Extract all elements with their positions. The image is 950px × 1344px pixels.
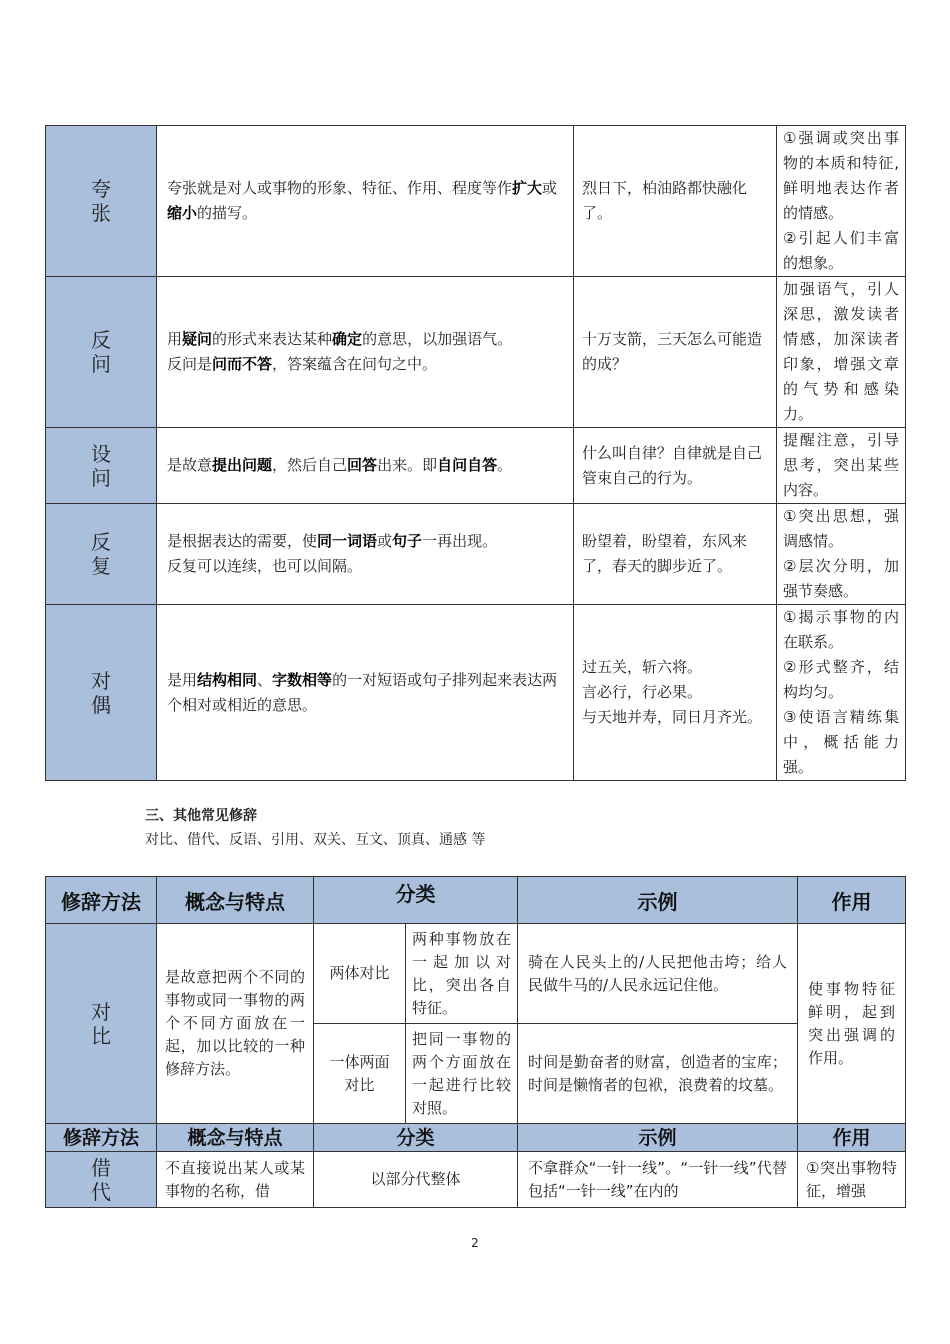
category-desc: 两种事物放在一起加以对比，突出各自特征。 [406,924,518,1024]
rhetoric-name: 反 复 [46,504,157,605]
table-row [46,126,906,277]
header-example: 示例 [518,877,798,924]
definition: 用疑问的形式来表达某种确定的意思，以加强语气。 反问是问而不答，答案蕴含在问句之中。 [157,277,574,428]
effect: 加强语气，引人深思，激发读者情感，加深读者印象，增强文章的气势和感染力。 [777,277,906,428]
definition: 是故意提出问题，然后自己回答出来。即自问自答。 [157,428,574,504]
rhetoric-name: 对 偶 [46,605,157,781]
header-concept: 概念与特点 [157,1124,314,1152]
table-row [46,277,906,428]
effect: 使事物特征鲜明，起到突出强调的作用。 [798,924,906,1124]
header-concept: 概念与特点 [157,877,314,924]
example: 盼望着，盼望着，东风来了，春天的脚步近了。 [574,504,777,605]
table-row [46,924,906,1024]
rhetoric-list: 对比、借代、反语、引用、双关、互文、顶真、通感 等 [145,832,486,848]
rhetoric-table-2 [45,876,906,1208]
table-header-row [46,1124,906,1152]
effect: ①突出思想，强调感情。 ②层次分明，加强节奏感。 [777,504,906,605]
category-label: 一体两面对比 [314,1024,406,1124]
rhetoric-name: 设 问 [46,428,157,504]
concept: 是故意把两个不同的事物或同一事物的两个不同方面放在一起，加以比较的一种修辞方法。 [157,924,314,1124]
definition: 夸张就是对人或事物的形象、特征、作用、程度等作扩大或缩小的描写。 [157,126,574,277]
header-method: 修辞方法 [46,1124,157,1152]
page-number: 2 [471,1236,479,1250]
example: 不拿群众“一针一线”。“一针一线”代替包括“一针一线”在内的 [518,1152,798,1208]
header-method: 修辞方法 [46,877,157,924]
effect: ①强调或突出事物的本质和特征,鲜明地表达作者的情感。 ②引起人们丰富的想象。 [777,126,906,277]
example: 烈日下，柏油路都快融化了。 [574,126,777,277]
rhetoric-name: 借 代 [46,1152,157,1208]
example: 过五关，斩六将。 言必行，行必果。 与天地并寿，同日月齐光。 [574,605,777,781]
table-header-row [46,877,906,924]
example: 十万支箭，三天怎么可能造的成？ [574,277,777,428]
rhetoric-name: 夸 张 [46,126,157,277]
table-row [46,1152,906,1208]
example: 什么叫自律？自律就是自己管束自己的行为。 [574,428,777,504]
rhetoric-name: 对 比 [46,924,157,1124]
category-label: 以部分代整体 [314,1152,518,1208]
header-effect: 作用 [798,877,906,924]
effect: ①突出事物特征，增强 [798,1152,906,1208]
header-category: 分类 [314,877,518,924]
rhetoric-table-1 [45,125,906,781]
effect: 提醒注意，引导思考，突出某些内容。 [777,428,906,504]
definition: 是根据表达的需要，使同一词语或句子一再出现。 反复可以连续，也可以间隔。 [157,504,574,605]
example: 时间是勤奋者的财富，创造者的宝库；时间是懒惰者的包袱，浪费着的坟墓。 [518,1024,798,1124]
concept: 不直接说出某人或某事物的名称，借 [157,1152,314,1208]
table-row [46,605,906,781]
example: 骑在人民头上的/人民把他击垮；给人民做牛马的/人民永远记住他。 [518,924,798,1024]
table-row [46,428,906,504]
header-effect: 作用 [798,1124,906,1152]
header-category: 分类 [314,1124,518,1152]
category-desc: 把同一事物的两个方面放在一起进行比较对照。 [406,1024,518,1124]
section-heading: 三、其他常见修辞 [145,808,257,824]
rhetoric-name: 反 问 [46,277,157,428]
header-example: 示例 [518,1124,798,1152]
category-label: 两体对比 [314,924,406,1024]
table-row [46,504,906,605]
effect: ①揭示事物的内在联系。 ②形式整齐，结构均匀。 ③使语言精练集中，概括能力强。 [777,605,906,781]
definition: 是用结构相同、字数相等的一对短语或句子排列起来表达两个相对或相近的意思。 [157,605,574,781]
